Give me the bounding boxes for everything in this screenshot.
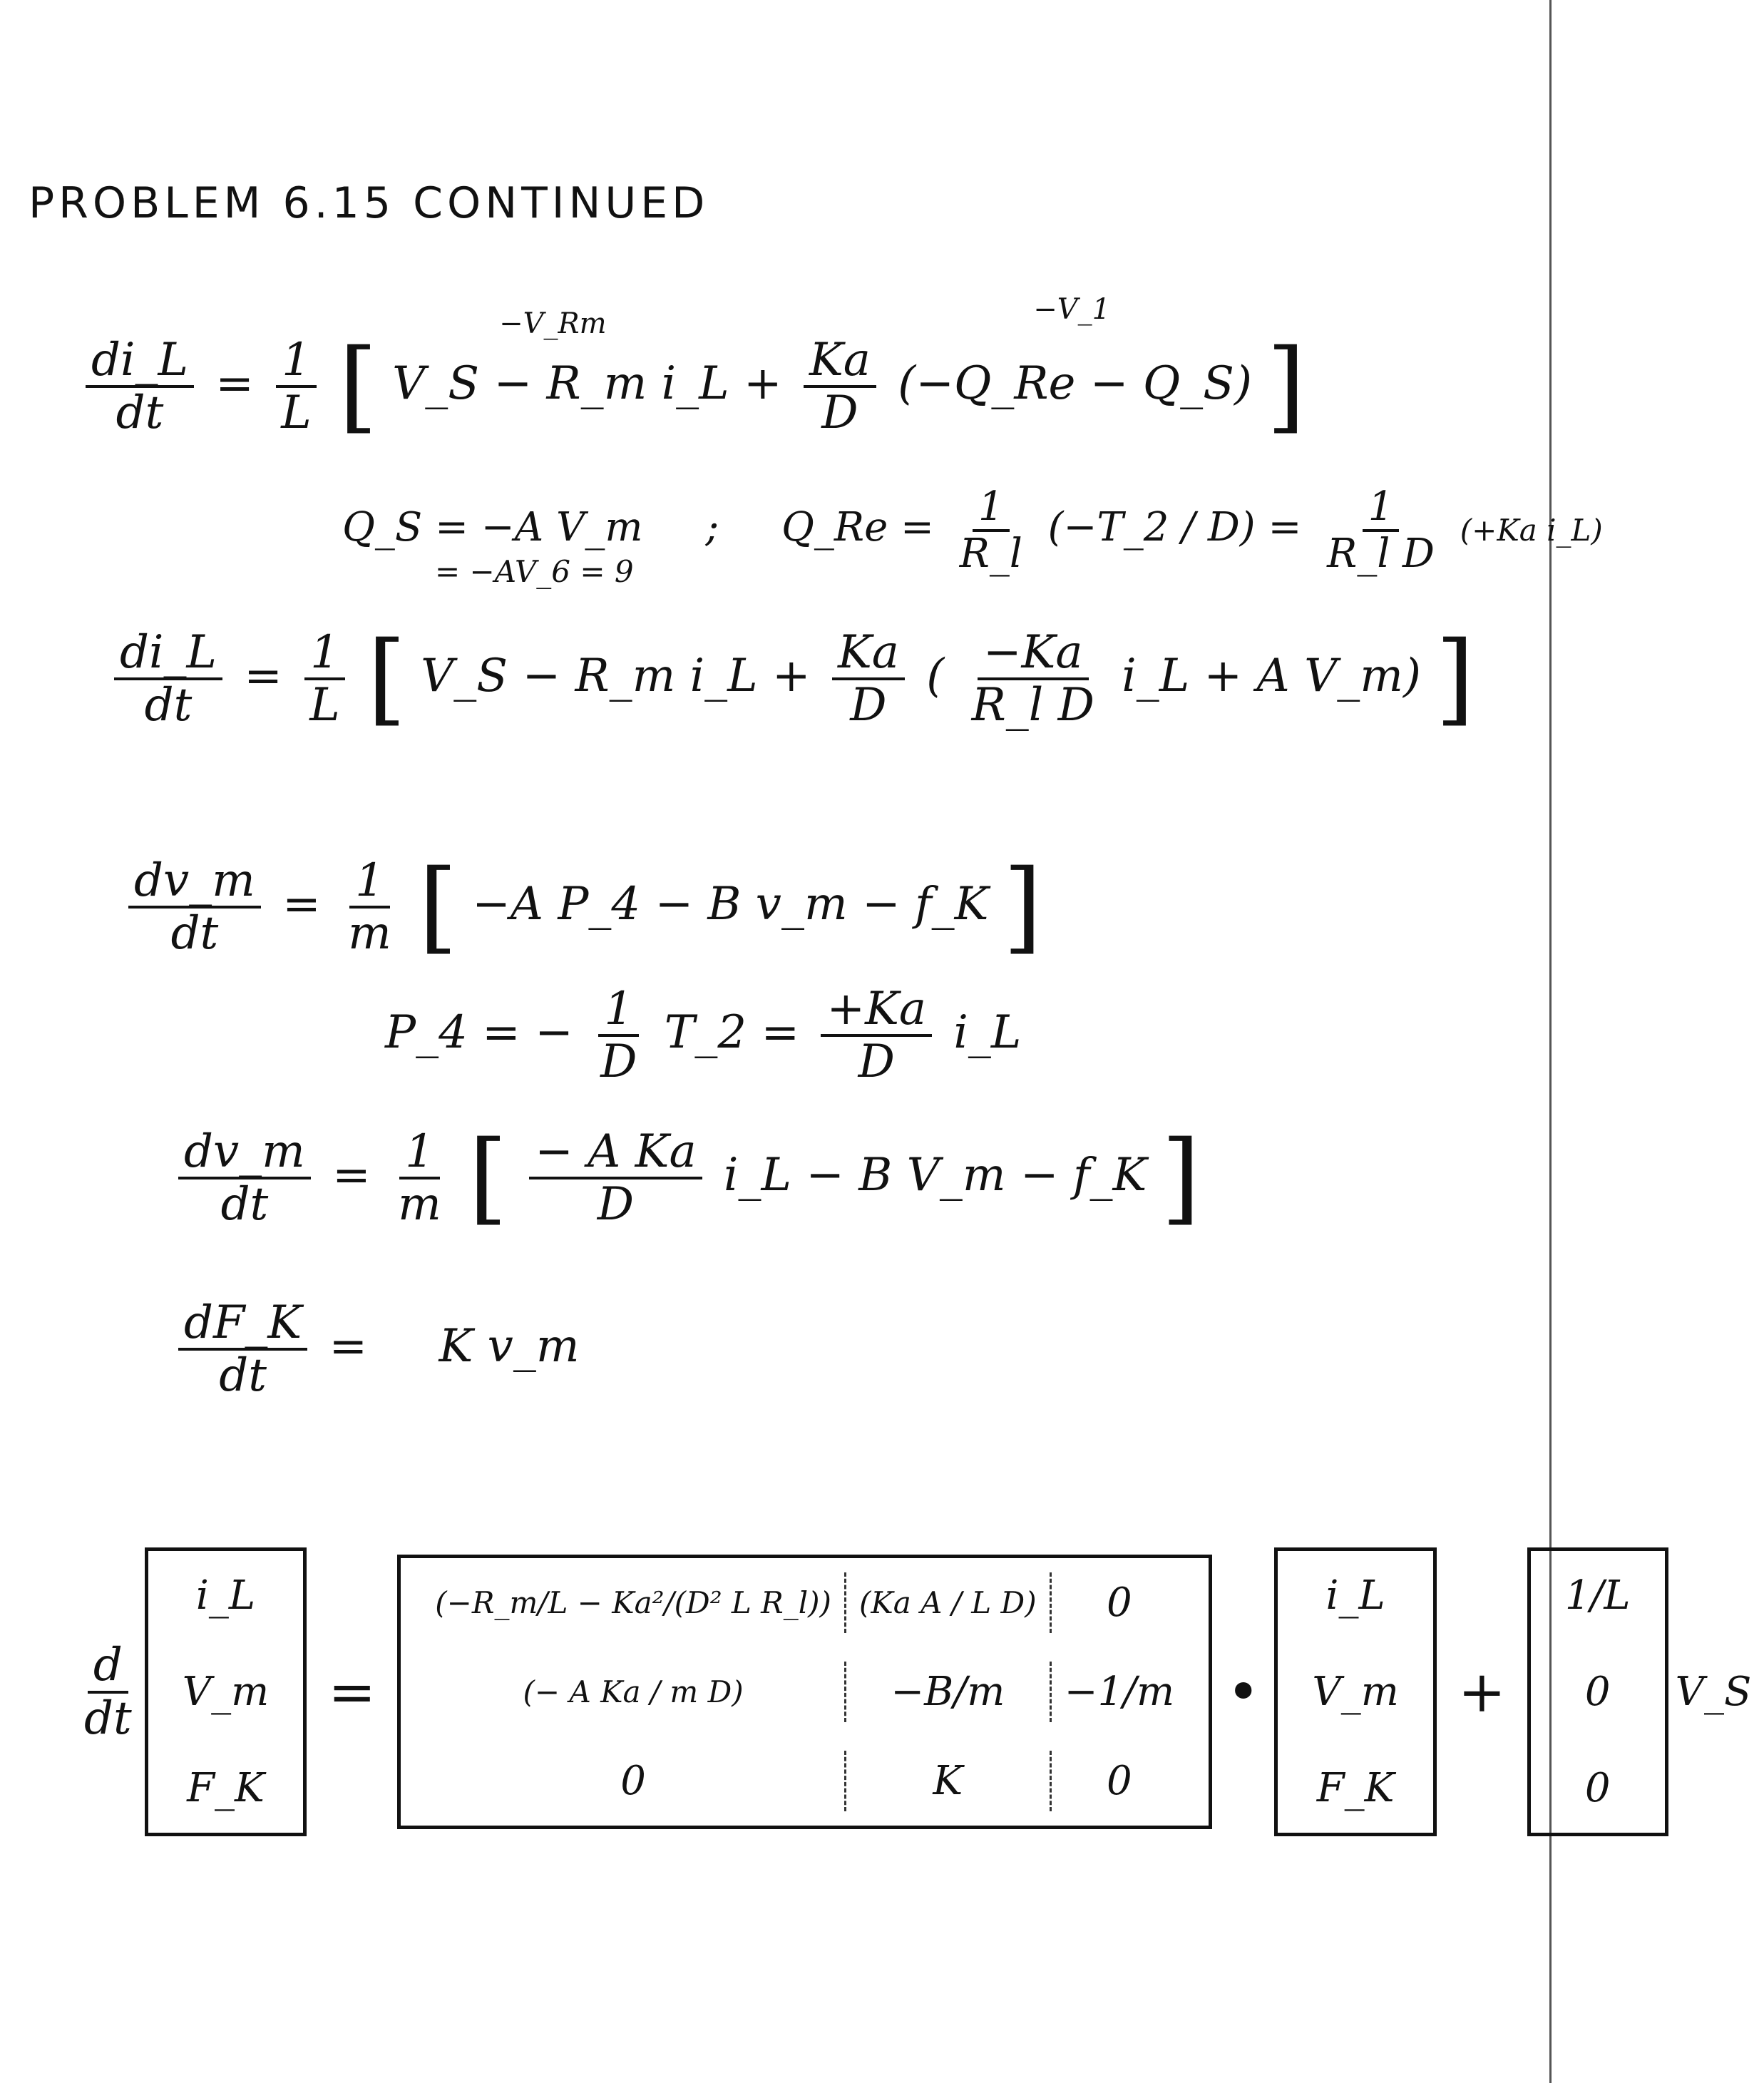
eq5-f-den: D xyxy=(600,1035,637,1089)
equation-2 xyxy=(342,483,1603,590)
eq3-coef-den: L xyxy=(309,679,340,732)
eq5-ka-den: D xyxy=(858,1035,895,1089)
equation-3: $\frac{di\_L}{dt}$ = $\frac{1}{L}$ [ V_S − R_m i_L + $\frac{Ka}{D}$ ( $\frac{-Ka}{\text{R\_l D}}$ i_L + A V_m) ] xyxy=(107,628,1475,731)
eq1-term2-overlabel: −V_1 xyxy=(1033,292,1111,326)
B-3: 0 xyxy=(1584,1765,1611,1811)
eq3-lhs-num: di_L xyxy=(114,628,222,680)
eq3-open-bracket: [ xyxy=(367,620,406,737)
eq4-lhs xyxy=(128,856,261,959)
eq3-ka-num: Ka xyxy=(832,628,905,680)
eq3-coef-num: 1 xyxy=(304,628,345,680)
eq4-coef-num: 1 xyxy=(349,856,390,909)
eq6-coef xyxy=(392,1127,447,1230)
eq1-term1-overlabel: −V_Rm xyxy=(499,307,607,340)
eq7-lhs-num: dF_K xyxy=(178,1298,307,1351)
eq3-inner-den: R_l D xyxy=(971,679,1094,732)
eq6-lhs-num: dv_m xyxy=(178,1127,311,1179)
eq2-f1 xyxy=(954,485,1028,575)
matrix-ddt-num: d xyxy=(88,1640,128,1693)
A-23: −1/m xyxy=(1064,1669,1175,1715)
eq6-aka xyxy=(529,1127,702,1230)
state-rhs-iL: i_L xyxy=(1325,1572,1385,1619)
A-31: 0 xyxy=(620,1758,646,1804)
eq1-ka-num: Ka xyxy=(804,335,876,388)
eq6-coef-num: 1 xyxy=(399,1127,440,1179)
eq1-equals: = xyxy=(215,357,254,410)
matrix-ddt xyxy=(78,1640,138,1744)
eq1-term2: (−Q_Re − Q_S) xyxy=(898,357,1252,410)
eq3-inner-num: −Ka xyxy=(978,628,1089,680)
eq1-term1: V_S − R_m i_L xyxy=(392,357,729,410)
eq1-plus: + xyxy=(743,357,782,410)
eq4-lhs-num: dv_m xyxy=(128,856,261,909)
B-2: 0 xyxy=(1584,1669,1611,1715)
eq6-aka-den: D xyxy=(597,1178,635,1232)
eq2-qs: Q_S = −A V_m xyxy=(342,504,643,551)
eq5-ka-num: +Ka xyxy=(821,984,932,1037)
eq4-body: −A P_4 − B v_m − f_K xyxy=(472,877,989,931)
A-22: −B/m xyxy=(844,1662,1052,1722)
eq2-qs-sub: = −AV_6 = 9 xyxy=(435,554,634,590)
eq5-ka xyxy=(821,984,932,1087)
eq2-f1-num: 1 xyxy=(973,485,1010,532)
eq4-lhs-den: dt xyxy=(170,907,219,961)
eq4-close-bracket: ] xyxy=(1002,849,1042,966)
eq6-equals: = xyxy=(332,1148,371,1202)
eq3-lhs xyxy=(114,628,222,731)
eq1-ka-den: D xyxy=(821,387,858,440)
eq6-lhs xyxy=(178,1127,311,1230)
eq2-f1-den: R_l xyxy=(959,530,1022,577)
state-lhs-iL: i_L xyxy=(195,1572,256,1619)
eq7-lhs-den: dt xyxy=(219,1349,267,1403)
eq4-open-bracket: [ xyxy=(419,849,458,966)
eq3-plus: + xyxy=(771,649,811,702)
A-13: 0 xyxy=(1107,1580,1132,1626)
eq7-rhs: K v_m xyxy=(439,1319,580,1373)
matrix-plus: + xyxy=(1457,1659,1506,1725)
eq3-inner xyxy=(966,628,1100,731)
A-32: K xyxy=(844,1751,1052,1811)
state-rhs-Vm: V_m xyxy=(1312,1669,1399,1715)
state-lhs-FK: F_K xyxy=(187,1765,265,1811)
eq3-equals: = xyxy=(244,649,282,702)
eq6-open-bracket: [ xyxy=(468,1120,508,1237)
state-vector-lhs xyxy=(145,1547,307,1836)
eq6-coef-den: m xyxy=(398,1178,441,1232)
A-11: (−R_m/L − Ka²/(D² L R_l)) xyxy=(435,1585,831,1620)
eq7-lhs xyxy=(178,1298,307,1401)
state-lhs-Vm: V_m xyxy=(182,1669,270,1715)
matrix-equals: = xyxy=(328,1659,376,1725)
matrix-dot: • xyxy=(1226,1659,1261,1725)
eq2-f2 xyxy=(1321,485,1440,575)
eq1-coef-den: L xyxy=(281,387,312,440)
eq6-tail: i_L − B V_m − f_K xyxy=(723,1148,1147,1202)
A-12: (Ka A / L D) xyxy=(844,1572,1052,1633)
eq2-f2-den: R_l D xyxy=(1327,530,1435,577)
equation-6 xyxy=(171,1120,1201,1237)
matrix-ddt-den: dt xyxy=(84,1692,132,1745)
eq1-coef-num: 1 xyxy=(276,335,317,388)
state-vector-rhs xyxy=(1274,1547,1437,1836)
eq5-f xyxy=(595,984,642,1087)
eq1-ka xyxy=(804,335,876,439)
state-rhs-FK: F_K xyxy=(1316,1765,1395,1811)
eq4-coef-den: m xyxy=(348,907,391,961)
eq5-tail: i_L xyxy=(953,1005,1022,1059)
eq3-ka xyxy=(832,628,905,731)
eq3-coef xyxy=(304,628,346,731)
eq3-body1: V_S − R_m i_L xyxy=(421,649,758,702)
eq1-open-bracket: [ xyxy=(339,328,378,445)
eq3-lhs-den: dt xyxy=(144,679,193,732)
eq7-equals: = xyxy=(329,1319,368,1373)
equation-7 xyxy=(171,1298,580,1401)
input-vs: V_S xyxy=(1675,1669,1752,1715)
eq2-qre-tail: (+Ka i_L) xyxy=(1460,513,1603,548)
eq5-p4: P_4 = − xyxy=(385,1005,573,1059)
eq5-t2: T_2 = xyxy=(664,1005,800,1059)
eq1-lhs xyxy=(86,335,194,439)
eq2-f2-num: 1 xyxy=(1363,485,1400,532)
eq1-lhs-den: dt xyxy=(116,387,164,440)
A-21: (− A Ka / m D) xyxy=(523,1674,744,1709)
matrix-equation xyxy=(71,1547,1764,1836)
eq1-close-bracket: ] xyxy=(1266,328,1306,445)
equation-5 xyxy=(385,984,1021,1087)
eq1-lhs-num: di_L xyxy=(86,335,194,388)
eq6-lhs-den: dt xyxy=(220,1178,269,1232)
eq6-close-bracket: ] xyxy=(1161,1120,1201,1237)
eq5-f-num: 1 xyxy=(598,984,639,1037)
equation-1 xyxy=(78,292,1306,445)
eq4-coef xyxy=(342,856,397,959)
eq2-qre-mid: (−T_2 / D) xyxy=(1047,504,1256,551)
eq1-coef xyxy=(275,335,317,439)
eq3-ka-den: D xyxy=(850,679,887,732)
eq4-equals: = xyxy=(282,877,321,931)
B-1: 1/L xyxy=(1564,1572,1631,1619)
eq6-aka-num: − A Ka xyxy=(529,1127,702,1179)
eq2-qre: Q_Re = xyxy=(781,504,934,551)
page-title: PROBLEM 6.15 CONTINUED xyxy=(29,178,709,228)
eq3-close-bracket: ] xyxy=(1435,620,1475,737)
system-matrix xyxy=(397,1555,1212,1829)
A-33: 0 xyxy=(1107,1758,1132,1804)
eq2-qre-eq: = xyxy=(1268,504,1302,551)
eq2-separator: ; xyxy=(705,504,719,551)
eq3-inner-tail: i_L + A V_m) xyxy=(1122,649,1421,702)
input-vector xyxy=(1527,1547,1668,1836)
equation-4 xyxy=(121,849,1042,966)
